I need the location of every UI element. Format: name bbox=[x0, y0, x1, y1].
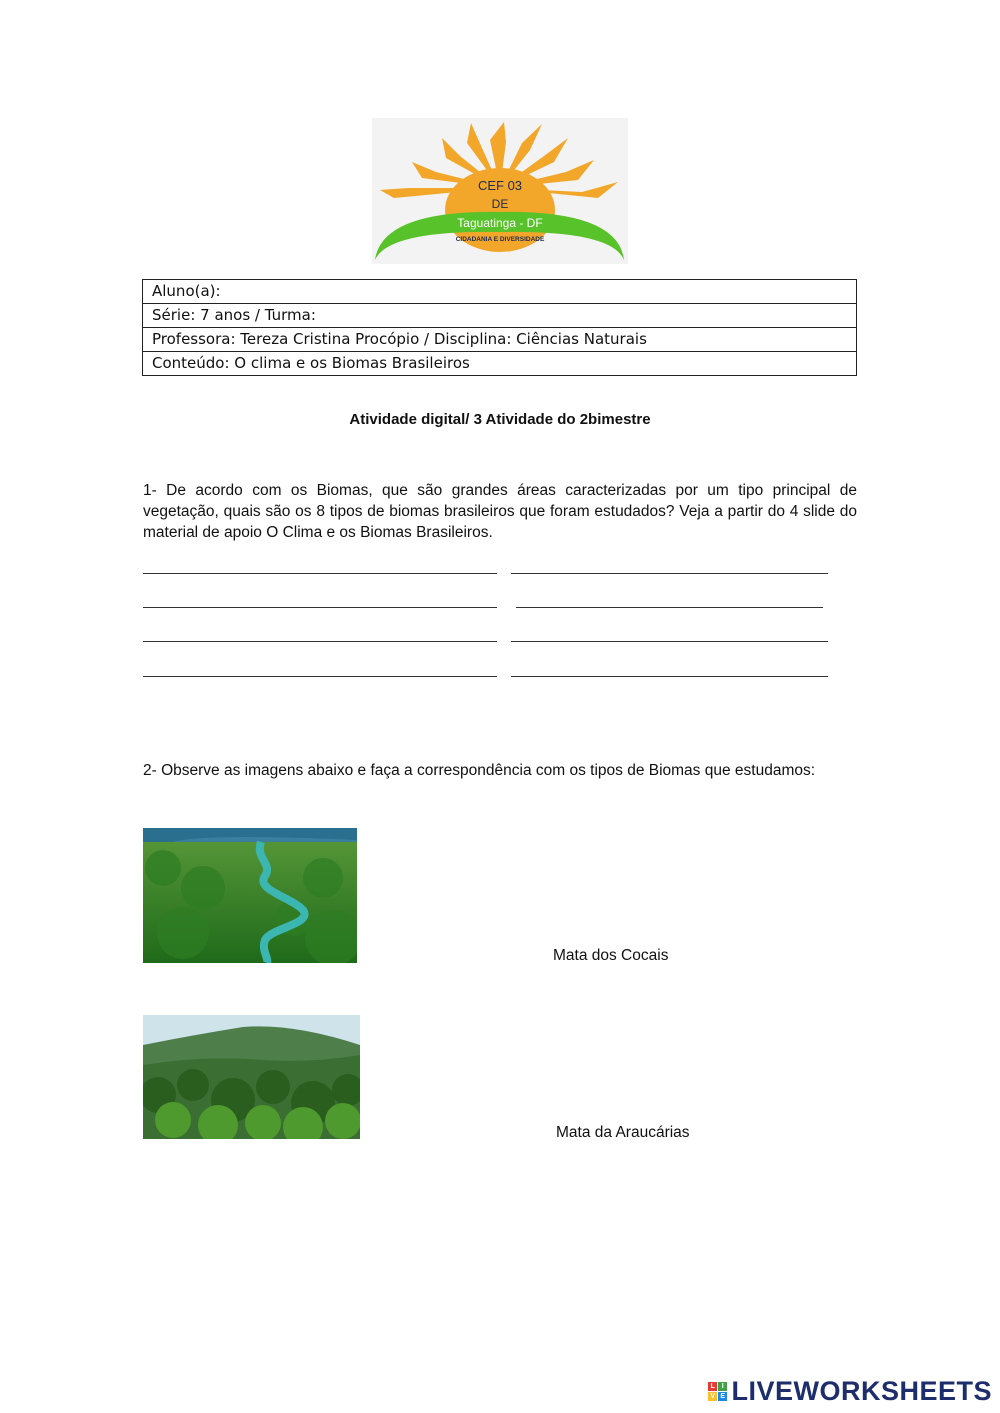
answer-line-5[interactable] bbox=[143, 641, 497, 642]
question-1-text: 1- De acordo com os Biomas, que são grandes áreas caracterizadas por um tipo principal de vegetação, quais são os 8 tipos de biomas brasileiros que foram estudados? Veja a partir do 4 slide do material de apoio O Clima e os Biomas Brasileiros. bbox=[143, 482, 857, 541]
answer-line-3[interactable] bbox=[143, 607, 497, 608]
brand-text: LIVEWORKSHEETS bbox=[731, 1376, 992, 1406]
logo-line-2: DE bbox=[491, 197, 509, 211]
student-info-table bbox=[142, 279, 857, 376]
grade-class-field[interactable]: Série: 7 anos / Turma: bbox=[143, 304, 857, 328]
student-name-field[interactable]: Aluno(a): bbox=[143, 280, 857, 304]
answer-line-2[interactable] bbox=[511, 573, 828, 574]
school-logo bbox=[372, 118, 628, 264]
biome-label-1[interactable]: Mata dos Cocais bbox=[553, 947, 669, 964]
content-cell: Conteúdo: O clima e os Biomas Brasileiros bbox=[143, 352, 857, 376]
answer-line-4[interactable] bbox=[516, 607, 823, 608]
amazon-rainforest-photo bbox=[143, 828, 357, 963]
biome-label-2[interactable]: Mata da Araucárias bbox=[556, 1124, 690, 1141]
logo-line-1: CEF 03 bbox=[477, 178, 523, 193]
atlantic-forest-photo bbox=[143, 1015, 360, 1139]
question-2-text: 2- Observe as imagens abaixo e faça a correspondência com os tipos de Biomas que estudamos: bbox=[143, 762, 816, 779]
table-row bbox=[143, 352, 857, 376]
logo-tagline: CIDADANIA E DIVERSIDADE bbox=[455, 236, 545, 243]
teacher-subject-cell: Professora: Tereza Cristina Procópio / Disciplina: Ciências Naturais bbox=[143, 328, 857, 352]
answer-line-1[interactable] bbox=[143, 573, 497, 574]
table-row bbox=[143, 280, 857, 304]
liveworksheets-logo-icon: L I V E bbox=[710, 1383, 726, 1400]
answer-line-8[interactable] bbox=[511, 676, 828, 677]
answer-line-6[interactable] bbox=[511, 641, 828, 642]
answer-line-7[interactable] bbox=[143, 676, 497, 677]
logo-line-3: Taguatinga - DF bbox=[457, 216, 543, 230]
liveworksheets-brand bbox=[708, 1376, 992, 1407]
table-row bbox=[143, 328, 857, 352]
activity-title: Atividade digital/ 3 Atividade do 2bimestre bbox=[349, 411, 651, 428]
table-row bbox=[143, 304, 857, 328]
